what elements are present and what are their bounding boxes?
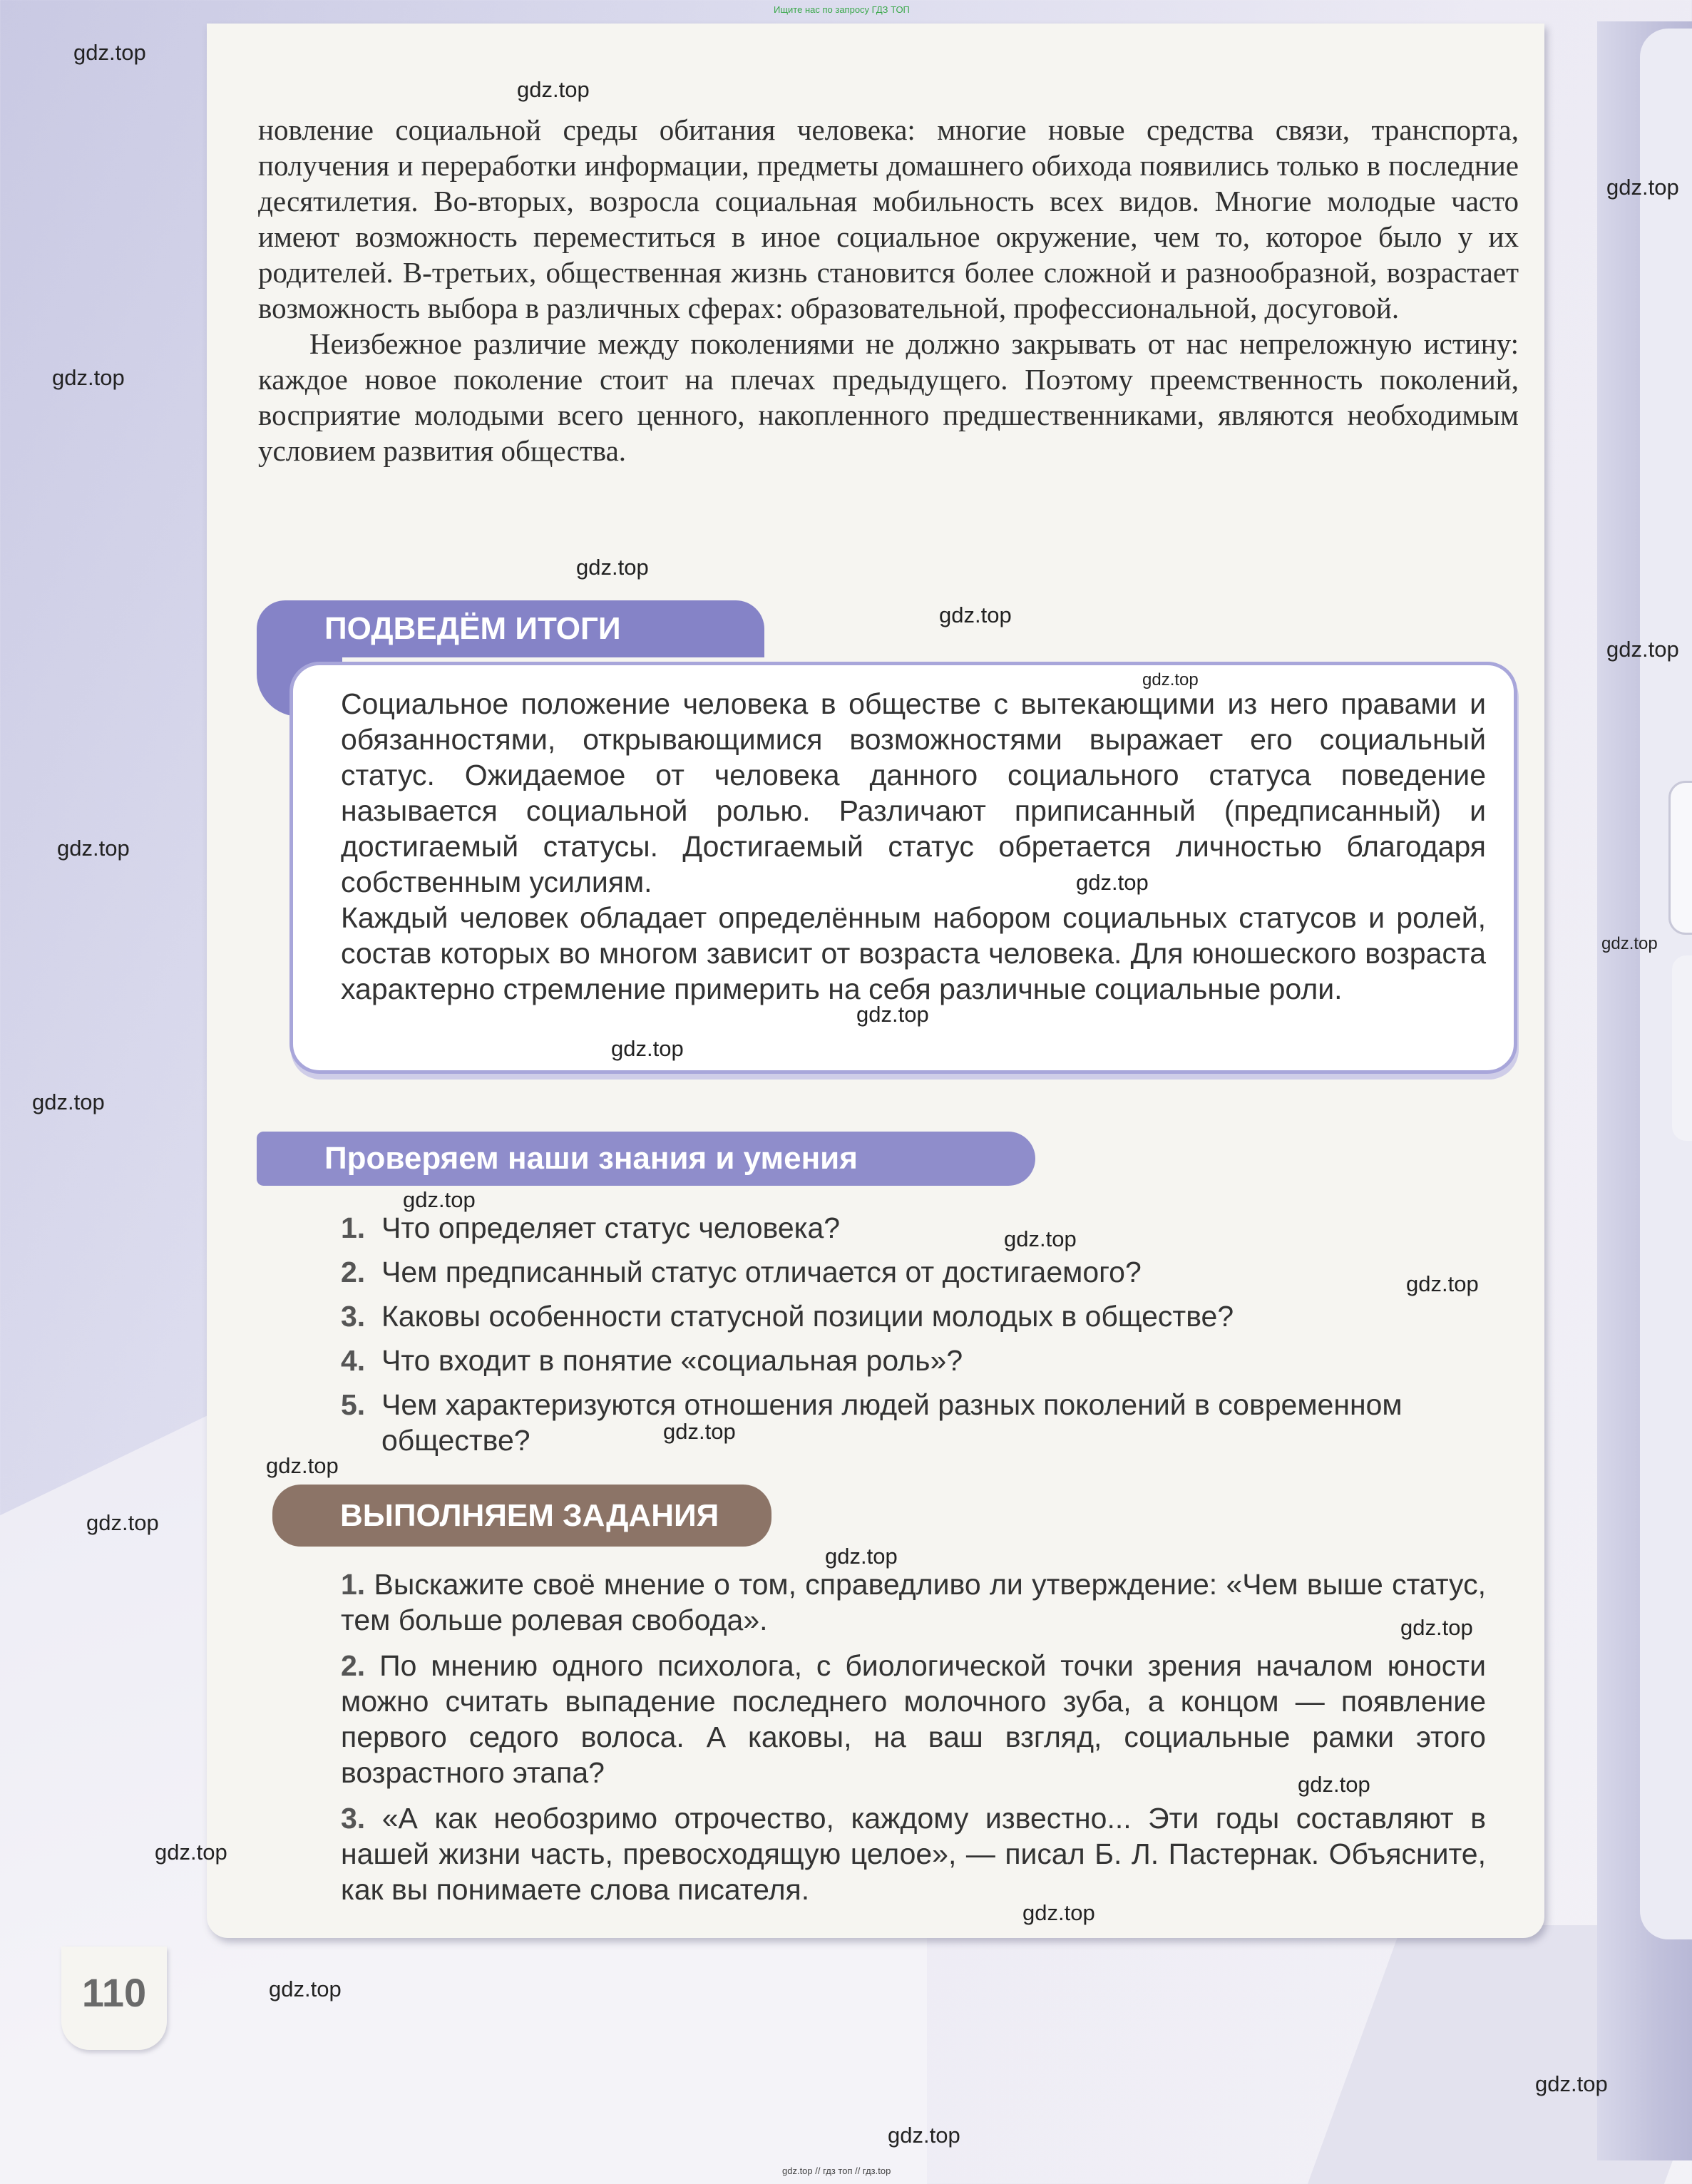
watermark: gdz.top bbox=[155, 1840, 227, 1865]
summary-header: ПОДВЕДЁМ ИТОГИ bbox=[257, 600, 764, 657]
watermark: gdz.top bbox=[1606, 637, 1679, 662]
question-text: Чем характеризуются отношения людей разных поколений в современном обществе? bbox=[381, 1388, 1403, 1457]
body-paragraph: новление социальной среды обитания человека: многие новые средства связи, транспорта, получения и переработки информации, предметы домашнего обихода появились только в последние десятилетия. Во-вторых, возросла социальная мобильность всех видов. Многие молодые часто имеют возможность переместиться в иное социальное окружение, чем то, которое было у их родителей. В-третьих, общественная жизнь становится более сложной и разнообразной, возрастает возможность выбора в различных сферах: образовательной, профессиональной, досуговой. bbox=[258, 113, 1519, 324]
task-text: Выскажите своё мнение о том, справедливо ли утверждение: «Чем выше статус, тем больше ролевая свобода». bbox=[341, 1568, 1486, 1636]
question-item bbox=[341, 1210, 1486, 1246]
adjacent-page-card bbox=[1672, 955, 1692, 1141]
task-item bbox=[341, 1648, 1486, 1790]
question-text: Что входит в понятие «социальная роль»? bbox=[381, 1344, 963, 1377]
watermark: gdz.top bbox=[1004, 1226, 1077, 1251]
watermark: gdz.top bbox=[57, 836, 130, 861]
task-text: По мнению одного психолога, с биологической точки зрения началом юности можно считать выпадение последнего молочного зуба, а концом — появление первого седого волоса. А каковы, на ваш взгляд, социальные рамки этого возрастного этапа? bbox=[341, 1649, 1486, 1789]
watermark: gdz.top bbox=[32, 1090, 105, 1114]
watermark: gdz.top bbox=[73, 40, 146, 65]
page-number: 110 bbox=[81, 1970, 147, 2015]
question-number: 4. bbox=[341, 1344, 366, 1377]
questions-list bbox=[341, 1210, 1486, 1467]
summary-text bbox=[341, 686, 1486, 1007]
task-number: 3. bbox=[341, 1802, 366, 1835]
task-item bbox=[341, 1800, 1486, 1907]
watermark: gdz.top bbox=[939, 603, 1012, 627]
question-text: Каковы особенности статусной позиции молодых в обществе? bbox=[381, 1300, 1234, 1333]
watermark: gdz.top bbox=[825, 1544, 898, 1569]
watermark: gdz.top bbox=[1076, 870, 1149, 895]
watermark: gdz.top bbox=[1142, 670, 1199, 689]
task-item bbox=[341, 1567, 1486, 1638]
question-number: 3. bbox=[341, 1300, 366, 1333]
watermark: gdz.top bbox=[1298, 1772, 1370, 1797]
question-item bbox=[341, 1343, 1486, 1378]
watermark: gdz.top bbox=[52, 365, 125, 390]
top-note: Ищите нас по запросу ГДЗ ТОП bbox=[774, 4, 910, 15]
task-text: «А как необозримо отрочество, каждому известно... Эти годы составляют в нашей жизни часть, превосходящую целое», — писал Б. Л. Пастернак. Объясните, как вы понимаете слова писателя. bbox=[341, 1802, 1486, 1906]
watermark: gdz.top bbox=[576, 555, 649, 580]
watermark: gdz.top bbox=[1400, 1615, 1473, 1640]
question-item bbox=[341, 1298, 1486, 1334]
watermark: gdz.top bbox=[1606, 175, 1679, 200]
watermark: gdz.top bbox=[403, 1187, 476, 1212]
question-number: 2. bbox=[341, 1256, 366, 1288]
adjacent-page-card bbox=[1668, 781, 1692, 935]
watermark: gdz.top bbox=[611, 1036, 684, 1061]
summary-paragraph: Каждый человек обладает определённым набором социальных статусов и ролей, состав которых во многом зависит от возраста человека. Для юношеского возраста характерно стремление примерить на себя различные социальные роли. bbox=[341, 901, 1486, 1005]
questions-header: Проверяем наши знания и умения bbox=[257, 1132, 1035, 1186]
question-text: Чем предписанный статус отличается от достигаемого? bbox=[381, 1256, 1142, 1288]
question-number: 5. bbox=[341, 1388, 366, 1421]
watermark: gdz.top bbox=[1601, 934, 1658, 953]
question-item bbox=[341, 1387, 1486, 1458]
watermark: gdz.top bbox=[888, 2123, 960, 2148]
body-text bbox=[258, 112, 1519, 468]
watermark: gdz.top bbox=[856, 1002, 929, 1027]
tasks-list bbox=[341, 1567, 1486, 1917]
bottom-note: gdz.top // гдз топ // гдз.top bbox=[782, 2165, 891, 2176]
watermark: gdz.top bbox=[269, 1977, 342, 2001]
watermark: gdz.top bbox=[266, 1453, 339, 1478]
watermark: gdz.top bbox=[1535, 2071, 1608, 2096]
watermark: gdz.top bbox=[1022, 1900, 1095, 1925]
question-item bbox=[341, 1254, 1486, 1290]
body-paragraph: Неизбежное различие между поколениями не должно закрывать от нас непреложную истину: каждое новое поколение стоит на плечах предыдущего. Поэтому преемственность поколений, восприятие молодыми всего ценного, накопленного предшественниками, являются необходимым условием развития общества. bbox=[258, 327, 1519, 467]
question-text: Что определяет статус человека? bbox=[381, 1211, 841, 1244]
tasks-header: ВЫПОЛНЯЕМ ЗАДАНИЯ bbox=[272, 1485, 771, 1547]
summary-paragraph: Социальное положение человека в обществе с вытекающими из него правами и обязанностями, открывающимися возможностями выражает его социальный статус. Ожидаемое от человека данного социального статуса поведение называется социальной ролью. Различают приписанный (предписанный) и достигаемый статусы. Достигаемый статус обретается личностью благодаря собственным усилиям. bbox=[341, 687, 1486, 898]
task-number: 2. bbox=[341, 1649, 366, 1682]
watermark: gdz.top bbox=[1406, 1271, 1479, 1296]
question-number: 1. bbox=[341, 1211, 366, 1244]
watermark: gdz.top bbox=[86, 1510, 159, 1535]
watermark: gdz.top bbox=[663, 1419, 736, 1444]
watermark: gdz.top bbox=[517, 77, 590, 102]
task-number: 1. bbox=[341, 1568, 366, 1601]
